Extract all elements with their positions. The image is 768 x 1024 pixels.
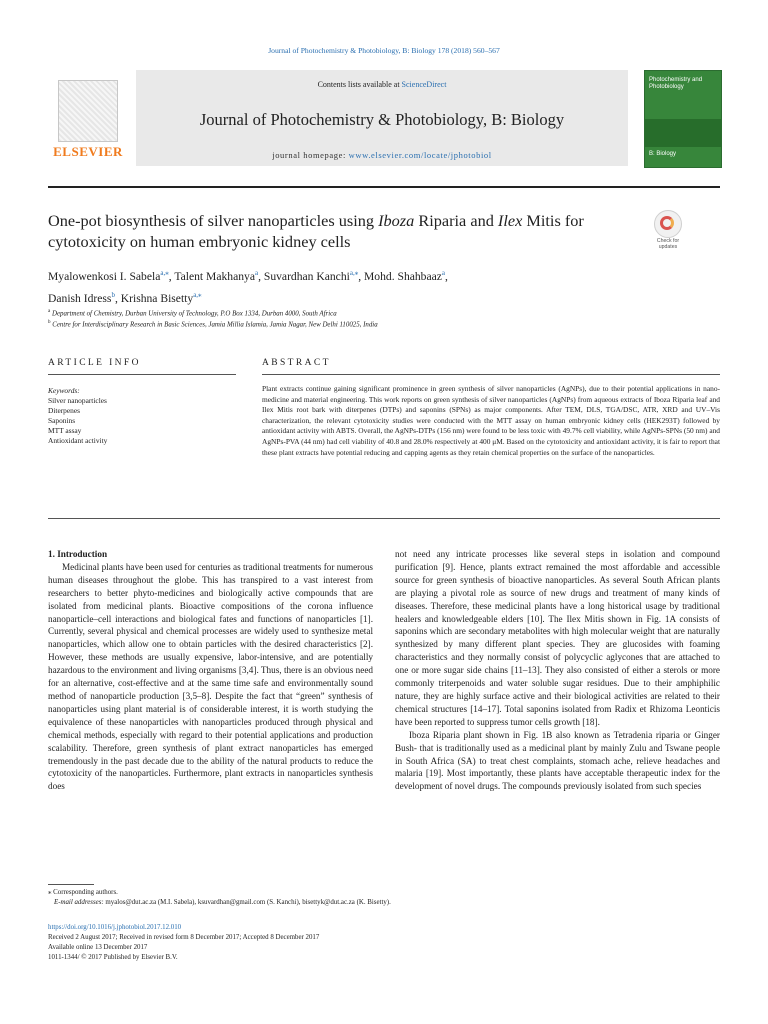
title-text: Riparia and <box>414 211 498 230</box>
article-info-rule <box>48 374 236 375</box>
footnote-rule <box>48 884 94 885</box>
journal-reference[interactable]: Journal of Photochemistry & Photobiology, B: Biology 178 (2018) 560–567 <box>268 46 500 55</box>
title-text: Mitis for cytotoxicity on human embryonic kidney cells <box>48 211 584 251</box>
title-text: One-pot biosynthesis of silver nanoparticles using <box>48 211 379 230</box>
author-name[interactable]: Krishna Bisetty <box>120 291 194 305</box>
keyword: Antioxidant activity <box>48 436 108 445</box>
homepage-line <box>136 150 628 160</box>
keyword: Saponins <box>48 416 76 425</box>
body-column-left <box>48 548 373 793</box>
author-name[interactable]: Talent Makhanya <box>174 269 255 283</box>
badge-line: Check for <box>656 238 680 244</box>
abstract-text: Plant extracts continue gaining significant prominence in green synthesis of silver nanoparticles (AgNPs), due to their potential applications in nano-medicine and material engineering. This work reports on green synthesis of silver nanoparticles (AgNPs) from aqueous extracts of Iboza Riparia leaf and Ilex Mitis root bark with diterpenes (DTPs) and saponins (SPNs) as major components. After TEM, DLS, TGA/DSC, ATR, XRD and UV–Vis characterization, the relevant cytotoxicity studies were conducted with the MTT assay on human embryonic kidney cells (HEK293T) followed by antioxidant activity with ABTS. Overall, the AgNPs-DTPs (156 nm) were found to be less toxic with 49.7% cell viability, while AgNPs-SPNs (50 nm) and AgNPs-PVA (44 nm) had cell viability of 40.8 and 28.0% respectively at 400 μM. Based on the cytotoxicity and antioxidant activity, it is fair to report that these plant extracts have potential reducing and capping agents as they retain chemical properties on the surface of the nanoparticles. <box>262 384 720 457</box>
body-paragraph: Iboza Riparia plant shown in Fig. 1B also known as Tetradenia riparia or Ginger Bush- that is traditionally used as a medicinal plant by mainly Zulu and Tswane people in South Africa (SA) to treat chest complaints, stomach ache, relieve headaches and malaria [19]. Most importantly, these plants have acceptable therapeutic index for the development of novel drugs. The compounds previously isolated from such species <box>395 729 720 792</box>
corresponding-note: ⁎ Corresponding authors. <box>48 889 118 896</box>
author-marker[interactable]: a,⁎ <box>349 269 359 277</box>
contents-prefix: Contents lists available at <box>317 80 402 89</box>
author-name[interactable]: Suvardhan Kanchi <box>263 269 350 283</box>
journal-title: Journal of Photochemistry & Photobiology, B: Biology <box>199 110 565 129</box>
article-info-heading: ARTICLE INFO <box>48 358 141 368</box>
keywords-block <box>48 386 228 446</box>
affiliation-text: Centre for Interdisciplinary Research in Basic Sciences, Jamia Millia Islamia, Jamia Nagar, New Delhi 110025, India <box>52 321 378 329</box>
masthead-divider <box>48 186 720 188</box>
check-for-updates-badge[interactable] <box>648 210 688 254</box>
article-history <box>48 923 720 963</box>
body-paragraph: Medicinal plants have been used for centuries as traditional treatments for numerous human diseases throughout the globe. This has transpired to a vast interest from researchers to better phyto-medicines and biologically active compounds that are isolated from medicinal plants. Bioactive compositions of the corona influence nanoparticle–cell interactions and biological fates and functions of nanoparticles [1]. Currently, several physical and chemical processes are widely used to synthesize metal nanoparticles, which allow one to obtain particles with the desired characteristics [2]. However, these methods are usually expensive, labor-intensive, and are potentially hazardous to the environment and living organisms [3,4]. Thus, there is an obvious need for an alternative, cost-effective and at the same time safe and environmentally sound method of nanoparticle production [3,5–8]. Despite the fact that “green” synthesis of nanoparticles using plant material is of considerable interest, it is worth studying the equivalence of these nanoparticles with nanoparticles produced through physical and chemical methods, especially with regard to their potential applications and production scalability. Therefore, green synthesis of plant extract nanoparticles has emerged tremendously in the past decade due to the ability of the natural products to reduce the cytotoxicity of the nanoparticles. Furthermore, plant extracts in nanoparticles synthesis does <box>48 561 373 792</box>
publisher-name: ELSEVIER <box>53 144 123 159</box>
affiliation <box>48 318 668 330</box>
abstract-bottom-rule <box>48 518 720 519</box>
footnotes <box>48 888 720 908</box>
author-separator: , <box>358 269 364 283</box>
affiliation-marker: a <box>48 309 51 314</box>
author-separator: , <box>114 291 121 305</box>
keyword: Diterpenes <box>48 406 81 415</box>
author-separator: , <box>168 269 175 283</box>
sciencedirect-link[interactable]: ScienceDirect <box>401 80 447 89</box>
author-marker[interactable]: a,⁎ <box>160 269 169 277</box>
doi-link[interactable]: https://doi.org/10.1016/j.jphotobiol.2017.12.010 <box>48 924 182 931</box>
email-line <box>48 898 720 908</box>
cover-subtitle: B: Biology <box>649 151 677 157</box>
author-name[interactable]: Myalowenkosi I. Sabela <box>48 269 161 283</box>
article-title <box>48 210 636 252</box>
homepage-link[interactable]: www.elsevier.com/locate/jphotobiol <box>348 150 492 160</box>
masthead-panel <box>136 70 628 166</box>
section-heading-introduction: 1. Introduction <box>48 549 108 559</box>
author-name[interactable]: Mohd. Shahbaaz <box>364 269 442 283</box>
title-italic: Ilex <box>497 211 523 230</box>
cover-band <box>645 119 721 147</box>
keyword: MTT assay <box>48 426 82 435</box>
title-italic: Iboza <box>378 211 415 230</box>
abstract-rule <box>262 374 720 375</box>
refresh-icon <box>660 216 674 230</box>
issn-copyright: 1011-1344/ © 2017 Published by Elsevier B.V. <box>48 954 178 961</box>
elsevier-tree-icon <box>58 80 118 142</box>
author-marker[interactable]: b <box>111 290 115 299</box>
body-paragraph: not need any intricate processes like several steps in isolation and compound purification [9]. Hence, plants extract remained the most affordable and accessible source for green synthesis of bioactive nanoparticles. As several South African plants are playing a pivotal role as source of new drugs and treatment of many kinds of diseases. Therefore, these medicinal plants have a long historical usage by traditional healers and knowledgeable elders [10]. The Ilex Mitis shown in Fig. 1A consists of saponins which are secondary metabolites with high molecular weight that are naturally synthesized by many different plant species. They are glucosides with foaming characteristics and they normally consist of polycyclic aglycones that are attached to one or more sugar side chains [11–13]. They also consisted of either a sterols or more commonly triterpenoids and water soluble sugar residues. Due to their amphiphilic nature, they are highly surface active and their biological activities are related to their chemical structures [14–17]. Total saponins isolated from Radix et Rhizoma Leonticis have been reported to suppress tumor cells growth [18]. <box>395 549 720 727</box>
cover-title: Photochemistry and Photobiology <box>649 77 703 90</box>
author-separator: , <box>445 269 448 283</box>
badge-line: updates <box>658 244 678 250</box>
author-marker[interactable]: a <box>441 269 446 277</box>
author-name[interactable]: Danish Idress <box>48 291 112 305</box>
affiliation-marker: b <box>48 320 51 325</box>
keyword: Silver nanoparticles <box>48 396 107 405</box>
journal-masthead <box>48 70 720 170</box>
author-list <box>48 264 668 308</box>
author-marker[interactable]: a <box>254 269 259 277</box>
body-column-right <box>395 548 720 793</box>
keywords-label: Keywords: <box>48 386 80 395</box>
online-date: Available online 13 December 2017 <box>48 944 148 951</box>
affiliation-text: Department of Chemistry, Durban University of Technology, P.O Box 1334, Durban 4000, South Africa <box>51 310 337 318</box>
elsevier-logo <box>48 76 126 164</box>
author-separator: , <box>258 269 264 283</box>
badge-label <box>648 238 688 250</box>
homepage-prefix: journal homepage: <box>272 150 349 160</box>
received-dates: Received 2 August 2017; Received in revised form 8 December 2017; Accepted 8 December 2017 <box>48 934 320 941</box>
email-addresses[interactable]: myalos@dut.ac.za (M.I. Sabela), ksuvardhan@gmail.com (S. Kanchi), bisettyk@dut.ac.za (K. Bisetty). <box>105 899 391 906</box>
email-label: E-mail addresses: <box>54 899 106 906</box>
author-marker[interactable]: a,⁎ <box>193 290 202 299</box>
abstract-heading: ABSTRACT <box>262 358 331 368</box>
contents-line <box>136 80 628 89</box>
journal-cover-image <box>644 70 722 168</box>
